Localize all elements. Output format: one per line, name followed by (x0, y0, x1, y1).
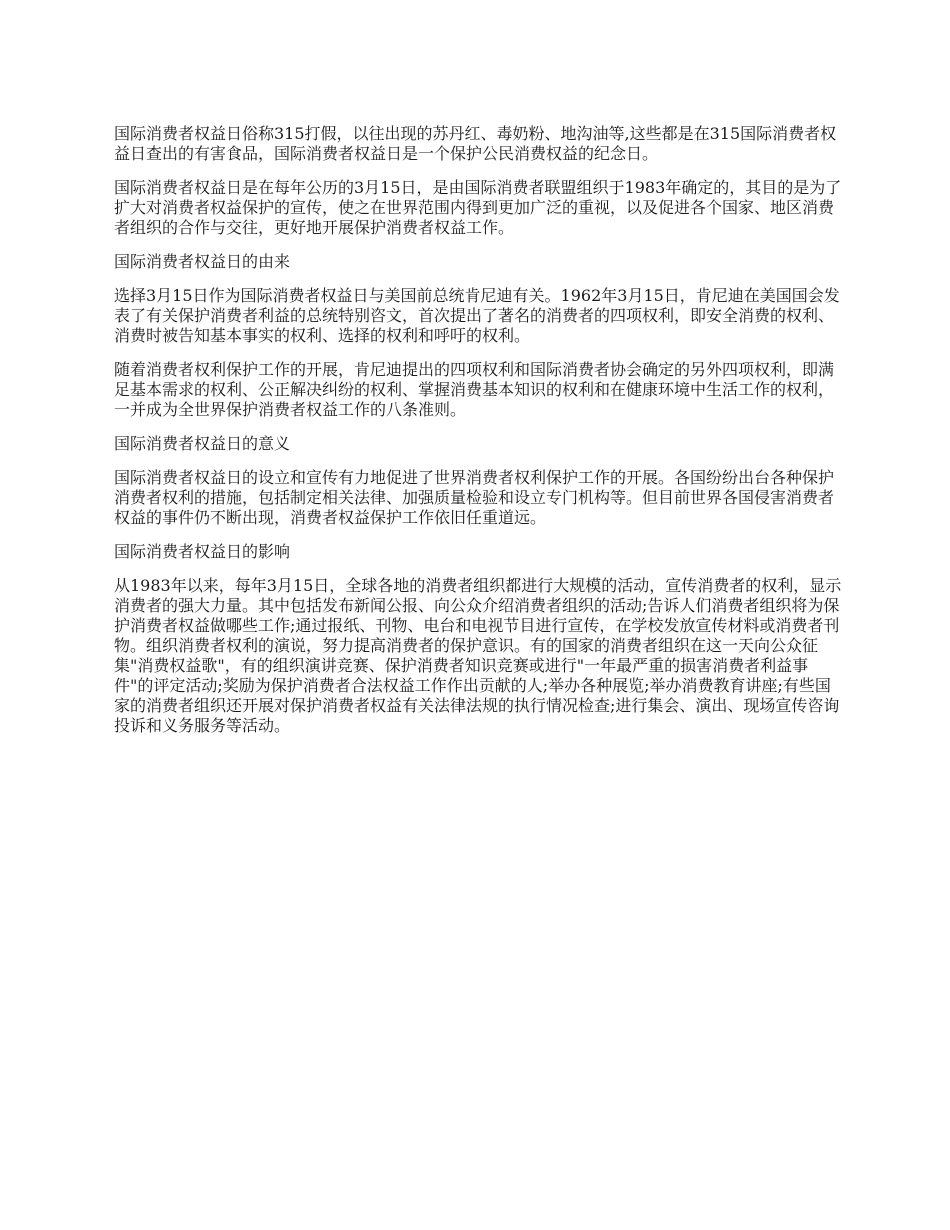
section-heading-origin: 国际消费者权益日的由来 (114, 252, 291, 271)
origin-paragraph: 选择3月15日作为国际消费者权益日与美国前总统肯尼迪有关。1962年3月15日，肯尼迪在美国国会发表了有关保护消费者利益的总统特别咨文，首次提出了著名的消费者的四项权利，即安全消费的权利、消费时被告知基本事实的权利、选择的权利和呼吁的权利。 (114, 286, 840, 345)
rights-paragraph: 随着消费者权利保护工作的开展，肯尼迪提出的四项权利和国际消费者协会确定的另外四项权利，即满足基本需求的权利、公正解决纠纷的权利、掌握消费基本知识的权利和在健康环境中生活工作的权利，一并成为全世界保护消费者权益工作的八条准则。 (114, 360, 835, 419)
section-heading-significance: 国际消费者权益日的意义 (114, 434, 291, 453)
document-body (114, 124, 844, 750)
section-heading-impact: 国际消费者权益日的影响 (114, 542, 291, 561)
intro-paragraph: 国际消费者权益日俗称315打假，以往出现的苏丹红、毒奶粉、地沟油等,这些都是在315国际消费者权益日查出的有害食品，国际消费者权益日是一个保护公民消费权益的纪念日。 (114, 124, 837, 163)
impact-paragraph: 从1983年以来，每年3月15日，全球各地的消费者组织都进行大规模的活动，宣传消费者的权利，显示消费者的强大力量。其中包括发布新闻公报、向公众介绍消费者组织的活动;告诉人们消费者组织将为保护消费者权益做哪些工作;通过报纸、刊物、电台和电视节目进行宣传，在学校发放宣传材料或消费者刊物。组织消费者权利的演说，努力提高消费者的保护意识。有的国家的消费者组织在这一天向公众征集"消费权益歌"，有的组织演讲竞赛、保护消费者知识竞赛或进行"一年最严重的损害消费者利益事件"的评定活动;奖励为保护消费者合法权益工作作出贡献的人;举办各种展览;举办消费教育讲座;有些国家的消费者组织还开展对保护消费者权益有关法律法规的执行情况检查;进行集会、演出、现场宣传咨询投诉和义务服务等活动。 (114, 576, 842, 735)
significance-paragraph: 国际消费者权益日的设立和宣传有力地促进了世界消费者权利保护工作的开展。各国纷纷出台各种保护消费者权利的措施，包括制定相关法律、加强质量检验和设立专门机构等。但目前世界各国侵害消费者权益的事件仍不断出现，消费者权益保护工作依旧任重道远。 (114, 468, 835, 527)
definition-paragraph: 国际消费者权益日是在每年公历的3月15日，是由国际消费者联盟组织于1983年确定的，其目的是为了扩大对消费者权益保护的宣传，使之在世界范围内得到更加广泛的重视，以及促进各个国家、地区消费者组织的合作与交往，更好地开展保护消费者权益工作。 (114, 178, 842, 237)
